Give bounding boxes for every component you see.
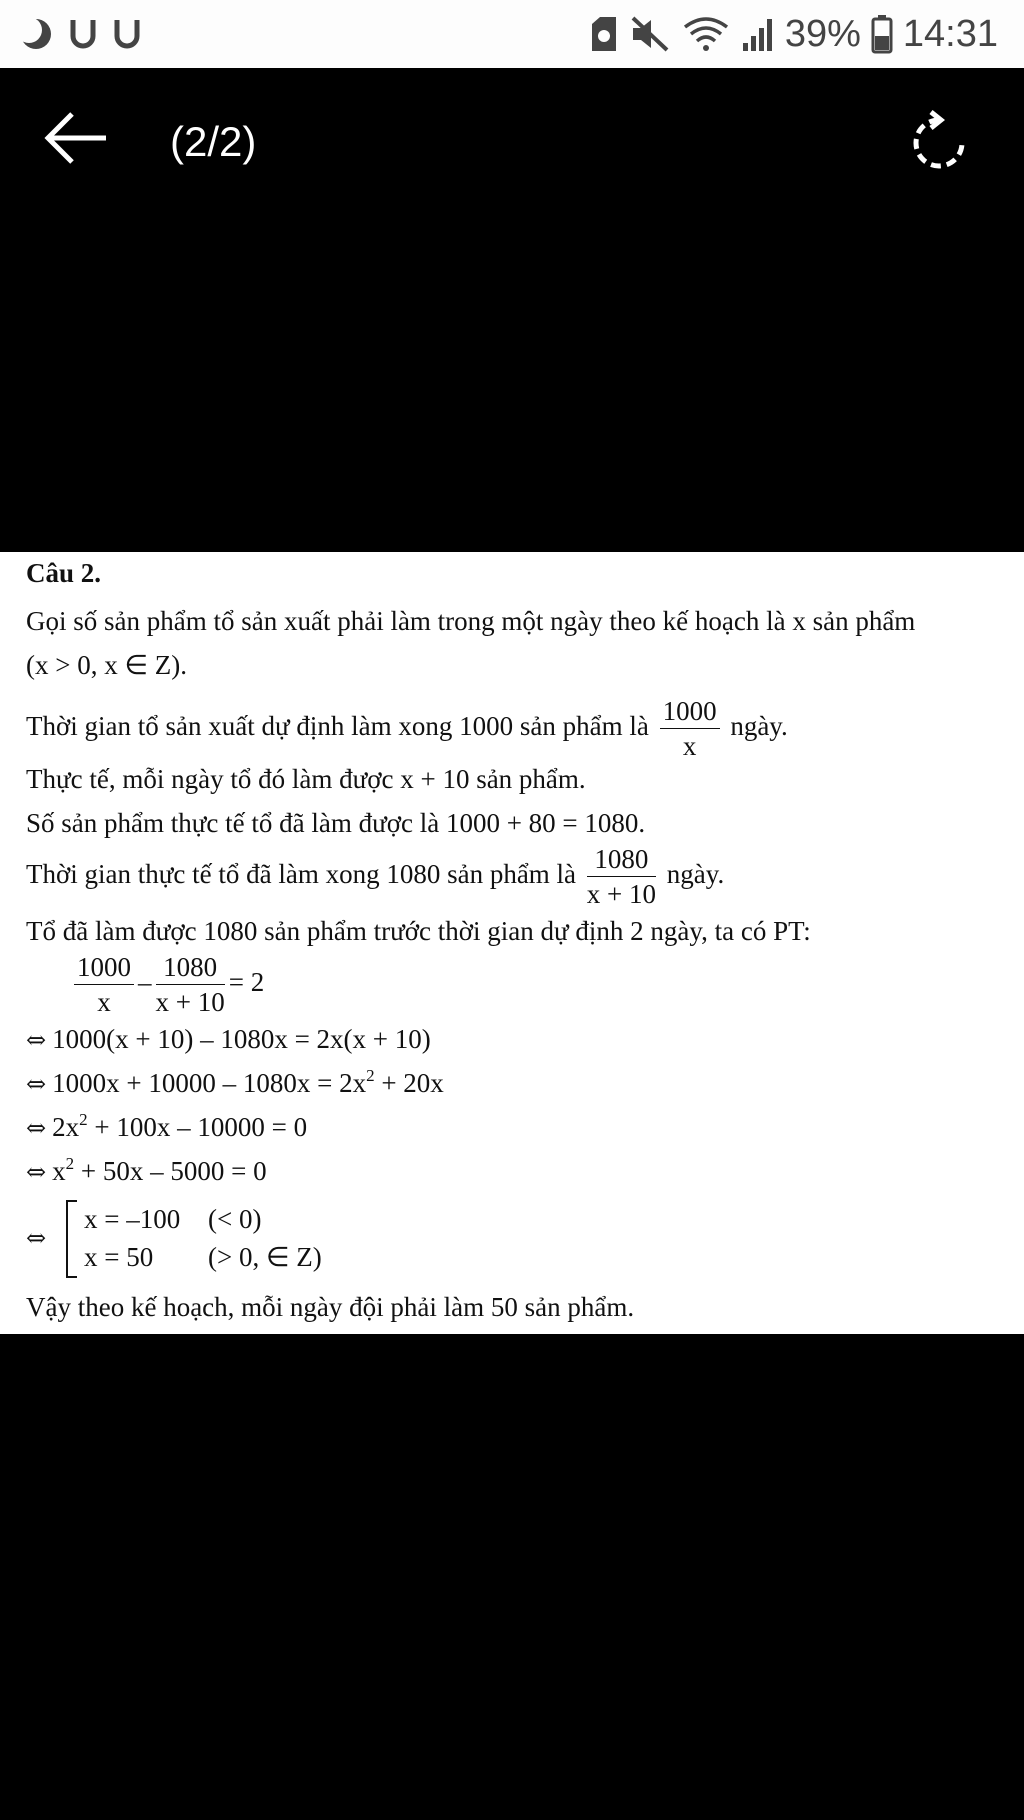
case-equation: x = 50: [84, 1242, 154, 1272]
arrow-left-icon: [40, 108, 112, 168]
status-bar-right: [589, 6, 998, 62]
text-line: Gọi số sản phẩm tổ sản xuất phải làm trong một ngày theo kế hoạch là x sản phẩm: [26, 606, 916, 636]
sd-card-icon: [589, 15, 619, 53]
question-heading: Câu 2.: [26, 558, 102, 588]
iff-symbol: ⇔: [26, 1158, 47, 1186]
equation-text: 1000(x + 10) – 1080x = 2x(x + 10): [52, 1024, 431, 1054]
battery-percent: 39%: [784, 12, 861, 55]
text-line-with-fraction: [26, 698, 788, 760]
equation: [70, 954, 264, 1016]
iff-symbol: ⇔: [26, 1114, 47, 1142]
equation-text: 2x: [52, 1112, 80, 1142]
fraction: [74, 954, 134, 1016]
fraction: [156, 954, 225, 1016]
iff-symbol: ⇔: [26, 1224, 47, 1252]
fraction-denominator: x + 10: [586, 879, 657, 909]
back-button[interactable]: [40, 108, 112, 168]
fraction-numerator: 1000: [74, 954, 134, 985]
text-segment: ngày.: [666, 859, 725, 890]
fraction-denominator: x: [97, 987, 111, 1017]
fraction-denominator: x + 10: [155, 987, 225, 1017]
text-segment: ngày.: [730, 711, 788, 742]
wifi-icon: [681, 15, 731, 53]
exponent: 2: [65, 1154, 75, 1173]
notification-u-icon: [112, 16, 142, 52]
status-bar-left: [18, 10, 142, 58]
fraction-denominator: x: [682, 731, 697, 761]
text-segment: Thời gian tổ sản xuất dự định làm xong 1000 sản phẩm là: [26, 711, 649, 742]
fraction-numerator: 1080: [587, 846, 656, 877]
conclusion: Vậy theo kế hoạch, mỗi ngày đội phải làm 50 sản phẩm.: [26, 1292, 635, 1322]
text-line: Tổ đã làm được 1080 sản phẩm trước thời gian dự định 2 ngày, ta có PT:: [26, 916, 811, 946]
text-line-with-fraction: [26, 846, 724, 908]
fraction-numerator: 1000: [660, 698, 720, 729]
rotate-icon: [904, 108, 974, 178]
iff-symbol: ⇔: [26, 1026, 47, 1054]
equation-text: 1000x + 10000 – 1080x = 2x: [52, 1068, 367, 1098]
signal-icon: [741, 15, 775, 53]
fraction-numerator: 1080: [156, 954, 225, 985]
equation-text: x: [52, 1156, 66, 1186]
equation-step: [26, 1026, 431, 1053]
iff-symbol: ⇔: [26, 1070, 47, 1098]
app-bar: [0, 68, 1024, 218]
mute-icon: [629, 15, 671, 53]
case-condition: (> 0, ∈ Z): [208, 1242, 322, 1272]
text-segment: Thời gian thực tế tổ đã làm xong 1080 sản phẩm là: [26, 859, 577, 890]
equation-text: + 50x – 5000 = 0: [74, 1156, 267, 1186]
equation-step: [26, 1110, 308, 1142]
fraction: [660, 698, 720, 760]
page-indicator: (2/2): [170, 118, 257, 165]
status-bar: [0, 0, 1024, 68]
case-condition: (< 0): [208, 1204, 262, 1234]
equation-step: [26, 1154, 267, 1186]
equation-text: + 100x – 10000 = 0: [87, 1112, 308, 1142]
text-line: (x > 0, x ∈ Z).: [26, 650, 187, 680]
equation-step: [26, 1066, 444, 1098]
text-line: Thực tế, mỗi ngày tổ đó làm được x + 10 sản phẩm.: [26, 764, 586, 794]
exponent: 2: [79, 1110, 88, 1129]
case-bracket: [66, 1200, 77, 1278]
case-equation: x = –100: [84, 1204, 181, 1234]
notification-u-icon: [68, 16, 98, 52]
moon-icon: [18, 16, 54, 52]
clock: 14:31: [902, 12, 998, 55]
document-page: [0, 552, 1024, 1334]
minus-sign: –: [138, 967, 152, 998]
battery-icon: [871, 14, 893, 54]
exponent: 2: [366, 1066, 375, 1085]
equation-text: + 20x: [374, 1068, 444, 1098]
text-line: Số sản phẩm thực tế tổ đã làm được là 1000 + 80 = 1080.: [26, 808, 646, 838]
fraction: [587, 846, 656, 908]
equation-rhs: = 2: [228, 967, 265, 998]
rotate-button[interactable]: [904, 108, 974, 178]
